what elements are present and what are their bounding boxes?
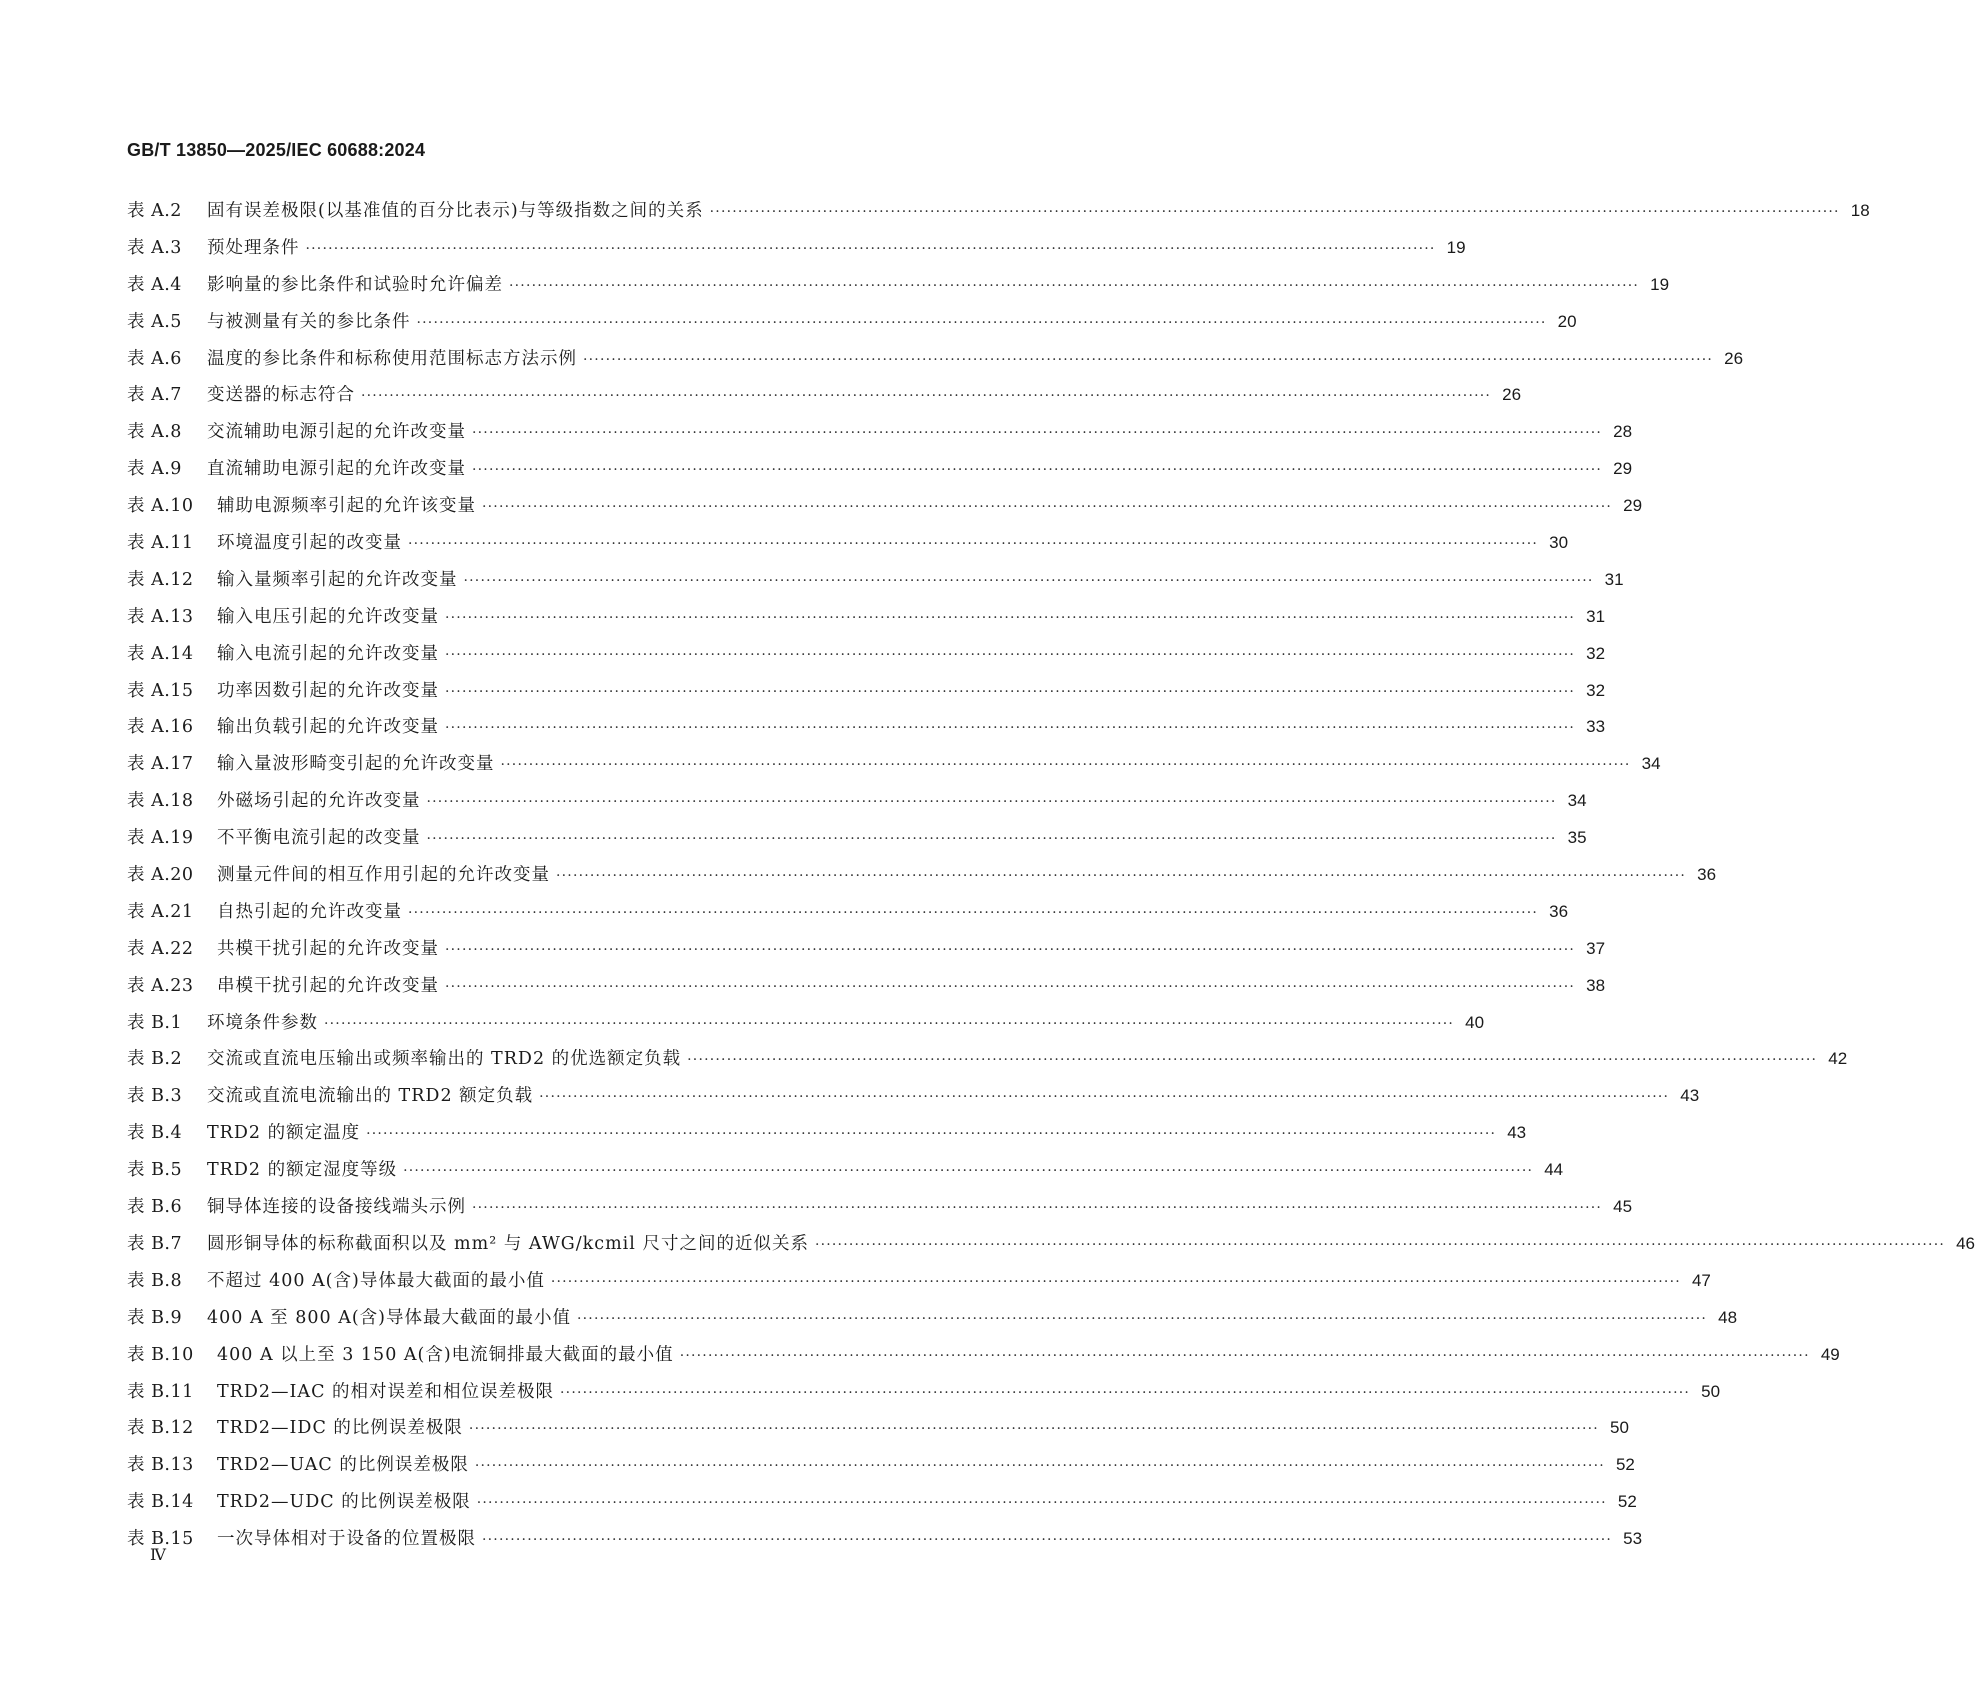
toc-entry-title: 固有误差极限(以基准值的百分比表示)与等级指数之间的关系 <box>207 201 704 221</box>
toc-entry[interactable] <box>127 1078 1700 1115</box>
toc-entry-title: 400 A 至 800 A(含)导体最大截面的最小值 <box>207 1307 571 1328</box>
toc-entry-label: 表 A.18 <box>127 791 194 812</box>
toc-leader-dots: ········································································································································································································ <box>472 425 1603 442</box>
toc-entry-label: 表 A.5 <box>127 311 182 332</box>
document-header: GB/T 13850—2025/IEC 60688:2024 <box>127 140 426 160</box>
toc-entry[interactable] <box>127 1226 1975 1263</box>
toc-entry-page: 18 <box>1850 201 1870 220</box>
toc-leader-dots: ········································································································································································································ <box>305 240 1436 257</box>
toc-entry-page: 26 <box>1502 385 1522 405</box>
toc-leader-dots: ········································································································································································································ <box>482 1532 1613 1549</box>
toc-entry-page: 33 <box>1586 717 1606 737</box>
toc-entry-page: 42 <box>1828 1049 1848 1069</box>
toc-entry[interactable] <box>127 525 1569 562</box>
toc-entry-title: 功率因数引起的允许改变量 <box>217 680 439 701</box>
toc-entry-label: 表 B.6 <box>127 1197 183 1218</box>
toc-entry[interactable] <box>127 414 1633 451</box>
toc-entry[interactable] <box>127 820 1587 857</box>
toc-entry-label: 表 A.12 <box>127 569 194 590</box>
toc-entry-page: 37 <box>1586 938 1606 958</box>
toc-entry-page: 50 <box>1701 1381 1721 1401</box>
toc-entry-page: 29 <box>1623 496 1643 516</box>
toc-entry-label: 表 B.11 <box>127 1381 194 1402</box>
toc-leader-dots: ········································································································································································································ <box>577 1310 1708 1327</box>
toc-entry-page: 34 <box>1641 754 1661 774</box>
toc-entry[interactable] <box>127 193 1870 230</box>
toc-entry-label: 表 B.3 <box>127 1086 183 1107</box>
toc-entry-title: 自热引起的允许改变量 <box>217 901 402 922</box>
toc-entry-page: 36 <box>1549 901 1569 921</box>
toc-entry-page: 44 <box>1544 1160 1564 1180</box>
toc-entry-title: 共模干扰引起的允许改变量 <box>217 938 439 959</box>
toc-entry-label: 表 A.15 <box>127 680 194 701</box>
toc-entry-page: 32 <box>1586 643 1606 663</box>
toc-entry-label: 表 A.14 <box>127 643 194 664</box>
toc-entry-label: 表 B.5 <box>127 1160 183 1181</box>
toc-entry[interactable] <box>127 709 1606 746</box>
toc-entry-page: 35 <box>1567 828 1587 848</box>
toc-entry-title: 环境条件参数 <box>207 1012 318 1033</box>
toc-entry-page: 43 <box>1507 1123 1527 1143</box>
toc-entry-label: 表 A.19 <box>127 828 194 849</box>
toc-leader-dots: ········································································································································································································ <box>472 1200 1603 1217</box>
toc-entry[interactable] <box>127 968 1606 1005</box>
toc-entry-title: 输入量波形畸变引起的允许改变量 <box>217 754 495 775</box>
toc-entry-page: 40 <box>1465 1012 1485 1032</box>
toc-entry-label: 表 B.12 <box>127 1418 194 1439</box>
toc-entry-page: 31 <box>1586 606 1606 626</box>
toc-leader-dots: ········································································································································································································ <box>324 1015 1455 1032</box>
toc-entry-page: 20 <box>1557 311 1577 331</box>
toc-entry-label: 表 A.10 <box>127 496 194 517</box>
toc-entry-title: TRD2—IDC 的比例误差极限 <box>217 1418 463 1439</box>
toc-entry[interactable] <box>127 1337 1840 1374</box>
toc-entry-page: 52 <box>1617 1492 1637 1512</box>
toc-leader-dots: ········································································································································································································ <box>476 1495 1607 1512</box>
toc-entry-page: 47 <box>1691 1270 1711 1290</box>
page-number: Ⅳ <box>150 1547 166 1564</box>
toc-entry-title: 400 A 以上至 3 150 A(含)电流铜排最大截面的最小值 <box>217 1344 674 1365</box>
toc-entry-label: 表 B.7 <box>127 1233 183 1254</box>
toc-entry-page: 31 <box>1604 569 1624 589</box>
toc-entry[interactable] <box>127 1189 1633 1226</box>
toc-entry[interactable] <box>127 1005 1485 1042</box>
toc-leader-dots: ········································································································································································································ <box>583 351 1714 368</box>
toc-entry[interactable] <box>127 1484 1637 1521</box>
toc-entry[interactable] <box>127 304 1577 341</box>
toc-entry-title: TRD2 的额定温度 <box>207 1123 361 1144</box>
toc-entry-page: 46 <box>1956 1233 1975 1253</box>
toc-entry-title: 交流或直流电压输出或频率输出的 TRD2 的优选额定负载 <box>207 1049 682 1070</box>
toc-entry-page: 52 <box>1615 1455 1635 1475</box>
toc-entry-title: 预处理条件 <box>207 237 300 258</box>
toc-entry-label: 表 A.16 <box>127 717 194 738</box>
toc-entry[interactable] <box>127 341 1744 378</box>
toc-leader-dots: ········································································································································································································ <box>403 1163 1534 1180</box>
toc-entry-label: 表 A.17 <box>127 754 194 775</box>
toc-entry-page: 34 <box>1567 791 1587 811</box>
toc-entry[interactable] <box>127 1263 1711 1300</box>
toc-leader-dots: ········································································································································································································ <box>463 572 1594 589</box>
toc-entry-label: 表 A.11 <box>127 533 194 554</box>
toc-entry-label: 表 A.2 <box>127 201 182 221</box>
toc-entry-title: 辅助电源频率引起的允许该变量 <box>217 496 476 517</box>
toc-entry-label: 表 A.6 <box>127 348 182 369</box>
toc-leader-dots: ········································································································································································································ <box>472 462 1603 479</box>
toc-entry[interactable] <box>127 451 1633 488</box>
toc-entry-label: 表 A.3 <box>127 237 182 258</box>
toc-leader-dots: ········································································································································································································ <box>550 1273 1681 1290</box>
toc-entry-label: 表 B.10 <box>127 1344 194 1365</box>
toc-leader-dots: ········································································································································································································ <box>687 1052 1818 1069</box>
toc-leader-dots: ········································································································································································································ <box>679 1347 1810 1364</box>
toc-entry-title: 温度的参比条件和标称使用范围标志方法示例 <box>207 348 577 369</box>
toc-entry[interactable] <box>127 857 1717 894</box>
toc-entry[interactable] <box>127 1115 1527 1152</box>
toc-entry[interactable] <box>127 599 1606 636</box>
toc-entry-label: 表 A.8 <box>127 422 182 443</box>
toc-entry-label: 表 B.2 <box>127 1049 183 1070</box>
toc-leader-dots: ········································································································································································································ <box>500 757 1631 774</box>
toc-entry-label: 表 B.13 <box>127 1455 194 1476</box>
toc-entry[interactable] <box>127 562 1624 599</box>
toc-entry[interactable] <box>127 746 1661 783</box>
toc-entry-label: 表 B.1 <box>127 1012 183 1033</box>
toc-entry[interactable] <box>127 1410 1629 1447</box>
toc-entry-title: 输入量频率引起的允许改变量 <box>217 569 458 590</box>
toc-entry-title: 输入电压引起的允许改变量 <box>217 606 439 627</box>
toc-entry-title: 直流辅助电源引起的允许改变量 <box>207 459 466 480</box>
toc-entry[interactable] <box>127 1447 1635 1484</box>
toc-entry-label: 表 A.7 <box>127 385 182 406</box>
toc-entry-title: 输出负载引起的允许改变量 <box>217 717 439 738</box>
toc-entry-page: 19 <box>1446 237 1466 257</box>
toc-leader-dots: ········································································································································································································ <box>445 646 1576 663</box>
toc-leader-dots: ········································································································································································································ <box>539 1089 1670 1106</box>
toc-entry-page: 50 <box>1610 1418 1629 1438</box>
toc-leader-dots: ········································································································································································································ <box>560 1384 1691 1401</box>
toc-entry[interactable] <box>127 894 1569 931</box>
toc-entry-page: 38 <box>1586 975 1606 995</box>
toc-entry-title: 交流或直流电流输出的 TRD2 额定负载 <box>207 1086 534 1107</box>
toc-leader-dots: ········································································································································································································ <box>416 314 1547 331</box>
toc-entry-title: 环境温度引起的改变量 <box>217 533 402 554</box>
toc-entry[interactable] <box>127 230 1466 267</box>
toc-entry[interactable] <box>127 931 1606 968</box>
toc-entry-page: 19 <box>1650 274 1670 294</box>
toc-entry-label: 表 A.13 <box>127 606 194 627</box>
toc-entry-label: 表 B.15 <box>127 1529 194 1550</box>
toc-entry-title: 一次导体相对于设备的位置极限 <box>217 1529 476 1550</box>
toc-leader-dots: ········································································································································································································ <box>468 1421 1599 1438</box>
toc-entry-title: 与被测量有关的参比条件 <box>207 311 411 332</box>
toc-entry[interactable] <box>127 267 1670 304</box>
toc-entry-label: 表 A.23 <box>127 975 194 996</box>
toc-entry[interactable] <box>127 488 1643 525</box>
toc-entry-title: 交流辅助电源引起的允许改变量 <box>207 422 466 443</box>
toc-entry-page: 30 <box>1549 533 1569 553</box>
toc-entry[interactable] <box>127 1374 1721 1411</box>
toc-leader-dots: ········································································································································································································ <box>426 831 1557 848</box>
toc-entry[interactable] <box>127 1041 1848 1078</box>
toc-entry-label: 表 B.9 <box>127 1307 183 1328</box>
toc-entry-page: 26 <box>1724 348 1744 368</box>
toc-entry[interactable] <box>127 783 1587 820</box>
toc-leader-dots: ········································································································································································································ <box>445 978 1576 995</box>
toc-leader-dots: ········································································································································································································ <box>482 499 1613 516</box>
toc-entry-title: 不平衡电流引起的改变量 <box>217 828 421 849</box>
toc-entry-title: 影响量的参比条件和试验时允许偏差 <box>207 274 503 295</box>
toc-entry-label: 表 B.14 <box>127 1492 194 1513</box>
toc-entry[interactable] <box>127 636 1606 673</box>
toc-leader-dots: ········································································································································································································ <box>814 1236 1945 1253</box>
toc-entry-label: 表 A.22 <box>127 938 194 959</box>
toc-leader-dots: ········································································································································································································ <box>408 536 1539 553</box>
toc-entry[interactable] <box>127 1152 1564 1189</box>
toc-leader-dots: ········································································································································································································ <box>474 1458 1605 1475</box>
toc-leader-dots: ········································································································································································································ <box>709 204 1840 220</box>
toc-entry[interactable] <box>127 673 1606 710</box>
toc-leader-dots: ········································································································································································································ <box>366 1126 1497 1143</box>
toc-leader-dots: ········································································································································································································ <box>445 683 1576 700</box>
toc-leader-dots: ········································································································································································································ <box>445 720 1576 737</box>
toc-leader-dots: ········································································································································································································ <box>408 904 1539 921</box>
toc-leader-dots: ········································································································································································································ <box>445 941 1576 958</box>
toc-entry-title: TRD2—IAC 的相对误差和相位误差极限 <box>217 1381 555 1402</box>
toc-entry-page: 53 <box>1623 1529 1643 1549</box>
toc-entry-page: 29 <box>1613 459 1633 479</box>
toc-entry-page: 45 <box>1613 1197 1633 1217</box>
toc-entry-title: 测量元件间的相互作用引起的允许改变量 <box>217 865 550 886</box>
toc-entry-page: 32 <box>1586 680 1606 700</box>
toc-entry-title: 铜导体连接的设备接线端头示例 <box>207 1197 466 1218</box>
toc-entry-title: 变送器的标志符合 <box>207 385 355 406</box>
toc-entry-page: 49 <box>1820 1344 1840 1364</box>
toc-entry-label: 表 B.8 <box>127 1270 183 1291</box>
toc-entry[interactable] <box>127 1300 1738 1337</box>
toc-leader-dots: ········································································································································································································ <box>509 277 1640 294</box>
toc-entry-label: 表 B.4 <box>127 1123 183 1144</box>
toc-entry-title: TRD2 的额定湿度等级 <box>207 1160 398 1181</box>
toc-leader-dots: ········································································································································································································ <box>426 794 1557 811</box>
toc-leader-dots: ········································································································································································································ <box>445 609 1576 626</box>
toc-leader-dots: ········································································································································································································ <box>556 868 1687 885</box>
toc-entry-title: TRD2—UAC 的比例误差极限 <box>217 1455 469 1476</box>
toc-entry-page: 36 <box>1697 865 1717 885</box>
toc-entry[interactable] <box>127 1521 1643 1558</box>
toc-entry-title: 串模干扰引起的允许改变量 <box>217 975 439 996</box>
toc-entry-page: 43 <box>1680 1086 1700 1106</box>
toc-entry-title: 圆形铜导体的标称截面积以及 mm² 与 AWG/kcmil 尺寸之间的近似关系 <box>207 1233 809 1254</box>
toc-entry-title: 不超过 400 A(含)导体最大截面的最小值 <box>207 1270 545 1291</box>
toc-entry-label: 表 A.9 <box>127 459 182 480</box>
toc-entry-title: 外磁场引起的允许改变量 <box>217 791 421 812</box>
toc-entry-label: 表 A.21 <box>127 901 194 922</box>
toc-entry-title: TRD2—UDC 的比例误差极限 <box>217 1492 471 1513</box>
toc-entry-label: 表 A.20 <box>127 865 194 886</box>
table-of-contents <box>127 193 1975 1558</box>
toc-entry-page: 48 <box>1718 1307 1738 1327</box>
toc-entry-label: 表 A.4 <box>127 274 182 295</box>
toc-entry-page: 28 <box>1613 422 1633 442</box>
toc-entry[interactable] <box>127 377 1522 414</box>
toc-leader-dots: ········································································································································································································ <box>361 388 1492 405</box>
toc-entry-title: 输入电流引起的允许改变量 <box>217 643 439 664</box>
